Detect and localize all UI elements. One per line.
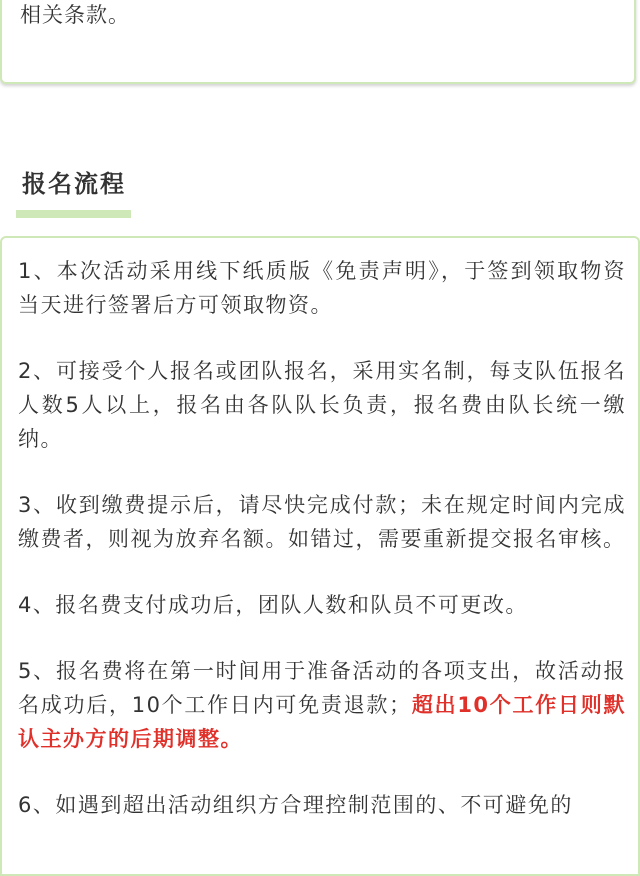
previous-section-card — [0, 0, 636, 84]
section-title: 报名流程 — [22, 170, 126, 198]
section-title-underline — [16, 210, 131, 218]
flow-item-text: 4、报名费支付成功后，团队人数和队员不可更改。 — [18, 593, 528, 617]
registration-flow-card — [0, 236, 640, 876]
flow-item-text: 6、如遇到超出活动组织方合理控制范围的、不可避免的 — [18, 793, 573, 817]
flow-item-5 — [18, 654, 626, 756]
flow-item-6 — [18, 788, 626, 822]
flow-item-highlight-text: 超出10个工作日则默认主办方的后期调整。 — [18, 693, 626, 751]
flow-item-text: 1、本次活动采用线下纸质版《免责声明》，于签到领取物资当天进行签署后方可领取物资。 — [18, 259, 626, 317]
flow-item-text: 3、收到缴费提示后，请尽快完成付款；未在规定时间内完成缴费者，则视为放弃名额。如错过，需要重新提交报名审核。 — [18, 493, 626, 551]
registration-flow-list — [18, 254, 626, 854]
flow-item-3 — [18, 488, 626, 556]
previous-section-tail-text: 相关条款。 — [20, 3, 130, 27]
flow-item-2 — [18, 354, 626, 456]
flow-item-text: 5、报名费将在第一时间用于准备活动的各项支出，故活动报名成功后，10个工作日内可免责退款； — [18, 659, 626, 717]
flow-item-1 — [18, 254, 626, 322]
flow-item-text: 2、可接受个人报名或团队报名，采用实名制，每支队伍报名人数5人以上，报名由各队队长负责，报名费由队长统一缴纳。 — [18, 359, 626, 451]
flow-item-4 — [18, 588, 626, 622]
